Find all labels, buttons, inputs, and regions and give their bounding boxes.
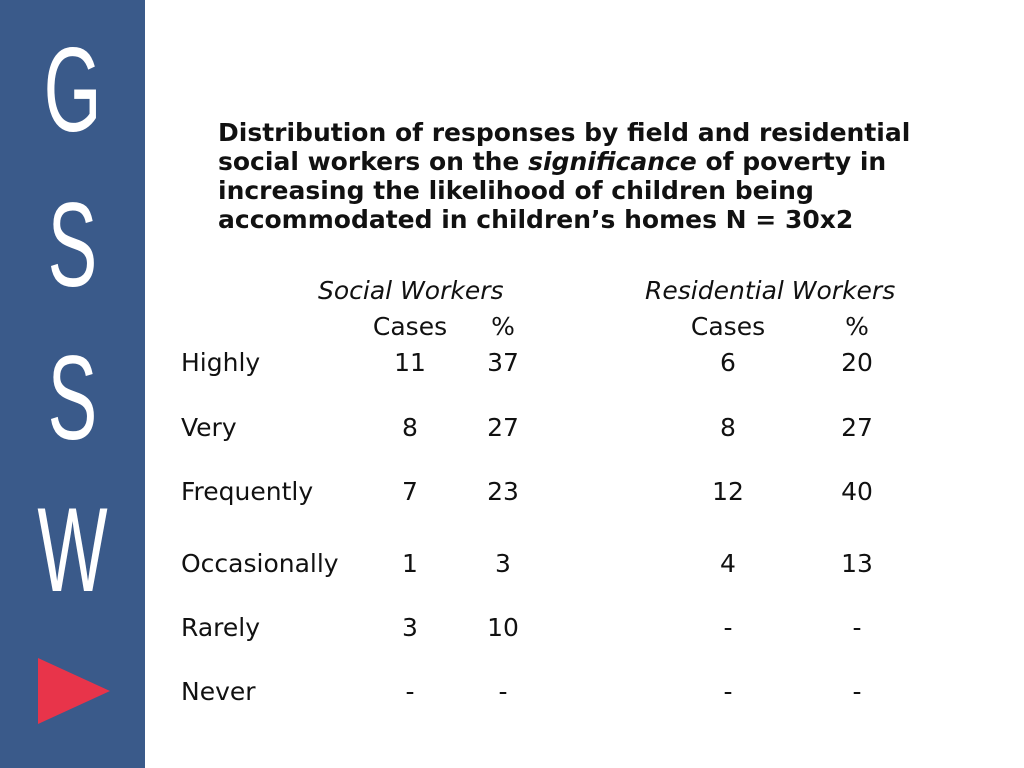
table-cell: - <box>498 677 508 706</box>
table-cell: - <box>405 677 415 706</box>
title-emphasis: significance <box>528 147 697 176</box>
subheader-social-percent: % <box>491 312 515 341</box>
table-cell: 10 <box>487 613 519 642</box>
row-label-rarely: Rarely <box>181 613 260 642</box>
table-cell: 40 <box>841 477 873 506</box>
row-label-highly: Highly <box>181 348 261 377</box>
title-text-part2: of poverty in increasing the likelihood of children being accommodated in children’s homes N = 30x2 <box>218 147 887 234</box>
row-label-very: Very <box>181 413 237 442</box>
table-cell: 12 <box>712 477 744 506</box>
table-cell: 7 <box>402 477 418 506</box>
table-cell: - <box>852 677 862 706</box>
logo-letter-w: W <box>37 483 108 617</box>
logo-letter-g: G <box>43 23 102 157</box>
play-triangle-icon <box>38 658 110 724</box>
table-cell: 23 <box>487 477 519 506</box>
table-cell: 13 <box>841 549 873 578</box>
subheader-residential-cases: Cases <box>690 312 766 341</box>
table-cell: 27 <box>841 413 873 442</box>
table-cell: 4 <box>720 549 736 578</box>
row-label-never: Never <box>181 677 256 706</box>
title-text-part1: Distribution of responses by field and residential social workers on the <box>218 118 911 176</box>
table-cell: 11 <box>394 348 426 377</box>
table-cell: 3 <box>402 613 418 642</box>
logo-letter-s: S <box>47 178 98 312</box>
table-cell: 8 <box>720 413 736 442</box>
group-header-residential-workers: Residential Workers <box>645 276 896 305</box>
row-label-occasionally: Occasionally <box>181 549 339 578</box>
subheader-residential-percent: % <box>845 312 869 341</box>
table-cell: - <box>723 677 733 706</box>
table-cell: 27 <box>487 413 519 442</box>
table-cell: - <box>852 613 862 642</box>
table-cell: 1 <box>402 549 418 578</box>
table-cell: 8 <box>402 413 418 442</box>
group-header-social-workers: Social Workers <box>318 276 504 305</box>
slide-title <box>218 118 938 234</box>
row-label-frequently: Frequently <box>181 477 314 506</box>
table-cell: - <box>723 613 733 642</box>
table-cell: 37 <box>487 348 519 377</box>
table-cell: 3 <box>495 549 511 578</box>
table-cell: 20 <box>841 348 873 377</box>
subheader-social-cases: Cases <box>372 312 448 341</box>
sidebar-logo-bar <box>0 0 145 768</box>
logo-letter-s: S <box>47 331 98 465</box>
table-cell: 6 <box>720 348 736 377</box>
